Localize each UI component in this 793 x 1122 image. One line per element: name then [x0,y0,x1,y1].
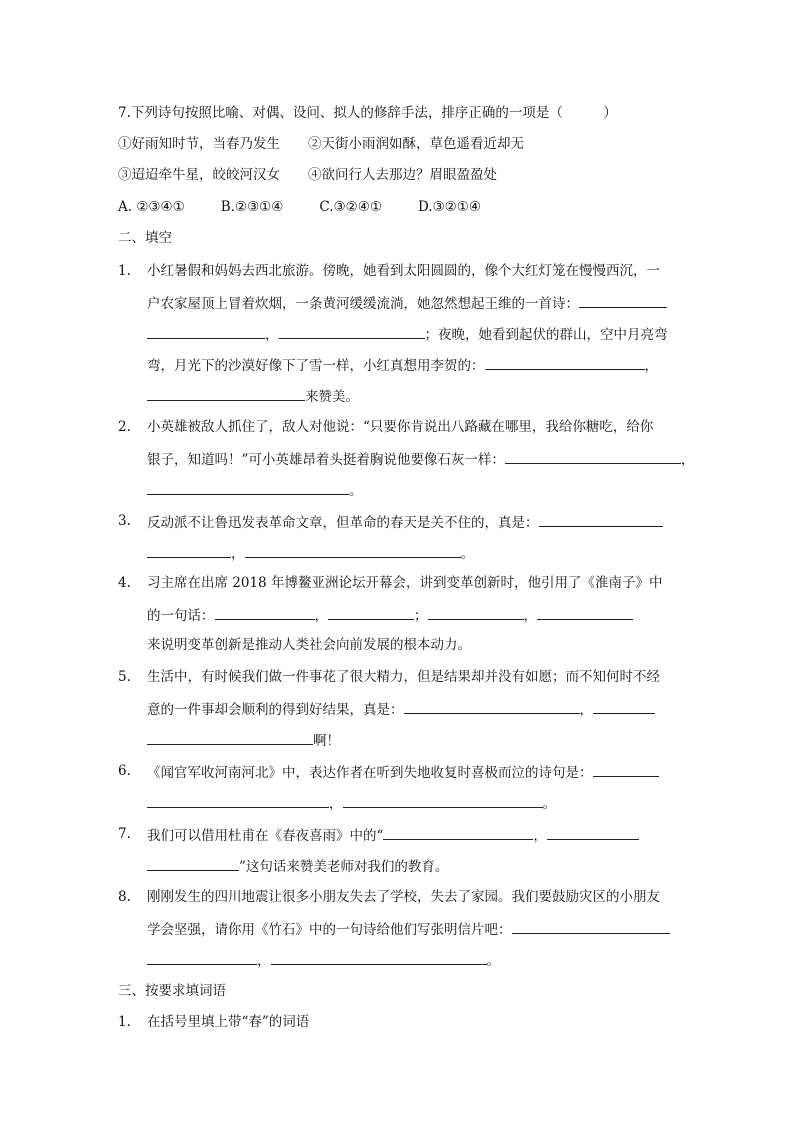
answer-blank[interactable] [343,793,543,808]
answer-blank[interactable] [537,605,633,620]
answer-blank[interactable] [279,324,425,339]
fill-item-8-line-1: 刚刚发生的四川地震让很多小朋友失去了学校，失去了家园。我们要鼓励灾区的小朋友 [147,889,660,905]
fill-item-5-line-1: 生活中，有时候我们做一件事花了很大精力，但是结果却并没有如愿；而不知何时不经 [147,669,660,685]
fill-item-1-line-1: 小红暑假和妈妈去西北旅游。傍晚，她看到太阳圆圆的，像个大红灯笼在慢慢西沉，一 [147,263,660,279]
fill-item-6-line-2: ， 。 [147,793,556,811]
fill-item-1-number: 1. [118,263,131,279]
q7-answer-choices [118,198,481,216]
answer-blank[interactable] [485,355,645,370]
fill-item-8-line-2: 学会坚强，请你用《竹石》中的一句诗给他们写张明信片吧： [147,919,670,937]
answer-blank[interactable] [505,449,681,464]
q7-choice-c: C.③②④① [319,199,382,215]
q7-choice-b: B.②③①④ [220,199,284,215]
q7-verse-1: ①好雨知时节，当春乃发生 [118,136,280,152]
fill-item-1-line-5: 来赞美。 [147,386,359,404]
answer-blank[interactable] [147,793,329,808]
fill-item-2-number: 2. [118,419,131,435]
answer-blank[interactable] [147,480,349,495]
fill-item-4-line-3: 来说明变革创新是推动人类社会向前发展的根本动力。 [147,637,471,653]
q7-option-row-2 [118,166,497,184]
section-2-heading: 二、填空 [118,230,172,246]
fill-item-2-line-1: 小英雄被敌人抓住了，敌人对他说：“只要你肯说出八路藏在哪里，我给你糖吃，给你 [147,419,654,435]
fill-item-7-line-2: ”这句话来赞美老师对我们的教育。 [147,856,448,874]
q7-choice-d: D.③②①④ [417,199,481,215]
answer-blank[interactable] [215,605,315,620]
fill-item-1-line-2: 户农家屋顶上冒着炊烟，一条黄河缓缓流淌，她忽然想起王维的一首诗： [147,293,667,311]
q7-stem: 7.下列诗句按照比喻、对偶、设问、拟人的修辞手法，排序正确的一项是（ ） [118,105,617,121]
answer-blank[interactable] [539,512,663,527]
answer-blank[interactable] [147,950,257,965]
word-item-1-number: 1. [118,1014,131,1030]
answer-blank[interactable] [404,699,580,714]
fill-item-3-line-2: ， 。 [147,543,474,561]
fill-item-8-line-3: ， 。 [147,950,500,968]
answer-blank[interactable] [245,543,461,558]
fill-item-5-line-2: 意的一件事却会顺利的得到好结果，真是： ， [147,699,655,717]
fill-item-6-number: 6. [118,763,131,779]
q7-option-row-1 [118,135,524,153]
answer-blank[interactable] [593,762,659,777]
answer-blank[interactable] [428,605,524,620]
answer-blank[interactable] [147,386,305,401]
answer-blank[interactable] [271,950,487,965]
fill-item-6-line-1: 《闻官军收河南河北》中，表达作者在听到失地收复时喜极而泣的诗句是： [147,762,659,780]
fill-item-7-number: 7. [118,826,131,842]
fill-item-2-line-2: 银子，知道吗！”可小英雄昂着头挺着胸说他要像石灰一样： ， [147,449,694,467]
answer-blank[interactable] [147,730,313,745]
fill-item-1-line-3: ， ；夜晚，她看到起伏的群山，空中月亮弯 [147,324,668,342]
answer-blank[interactable] [579,293,667,308]
answer-blank[interactable] [147,543,231,558]
fill-item-7-line-1: 我们可以借用杜甫在《春夜喜雨》中的“ ， [147,825,639,843]
q7-verse-2: ②天街小雨润如酥，草色遥看近却无 [308,136,524,152]
fill-item-8-number: 8. [118,889,131,905]
fill-item-5-number: 5. [118,669,131,685]
answer-blank[interactable] [512,919,670,934]
fill-item-3-line-1: 反动派不让鲁迅发表革命文章，但革命的春天是关不住的，真是： [147,512,663,530]
answer-blank[interactable] [328,605,414,620]
fill-item-5-line-3: 啊！ [147,730,340,748]
fill-item-4-line-2: 的一句话： ， ； ， [147,605,633,623]
answer-blank[interactable] [147,856,239,871]
q7-verse-3: ③迢迢牵牛星，皎皎河汉女 [118,167,280,183]
answer-blank[interactable] [383,825,533,840]
fill-item-1-line-4: 弯，月光下的沙漠好像下了雪一样，小红真想用李贺的： ， [147,355,658,373]
fill-item-2-line-3: 。 [147,480,363,498]
answer-blank[interactable] [147,324,265,339]
section-3-heading: 三、按要求填词语 [118,983,226,999]
q7-choice-a: A. ②③④① [118,199,185,215]
fill-item-4-line-1: 习主席在出席 2018 年博鳌亚洲论坛开幕会，讲到变革创新时，他引用了《淮南子》中 [147,575,663,591]
answer-blank[interactable] [547,825,639,840]
fill-item-4-number: 4. [118,575,131,591]
answer-blank[interactable] [593,699,655,714]
word-item-1-text: 在括号里填上带“春”的词语 [147,1014,310,1030]
q7-verse-4: ④欲问行人去那边？眉眼盈盈处 [308,167,497,183]
fill-item-3-number: 3. [118,513,131,529]
